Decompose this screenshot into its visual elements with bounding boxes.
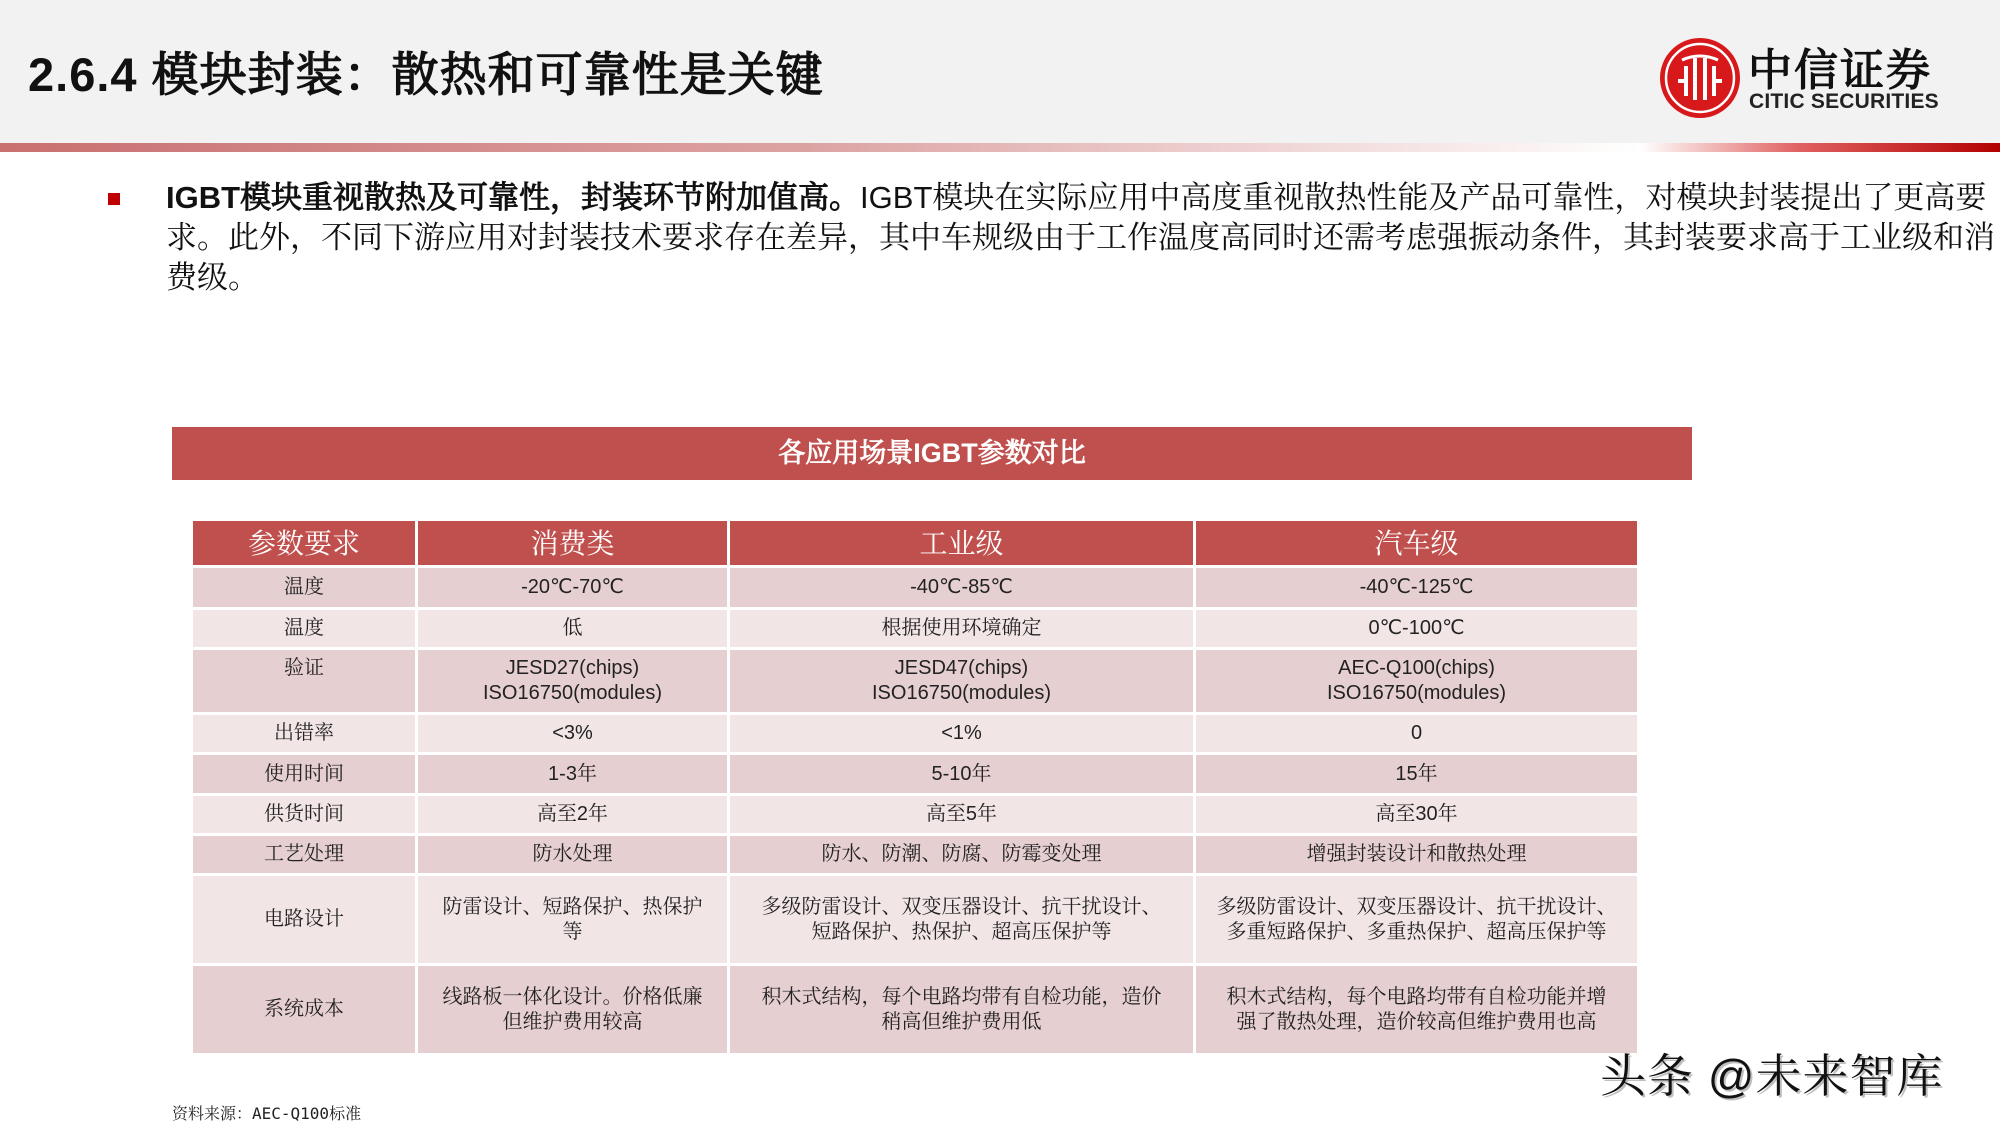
cell-line: 但维护费用较高 bbox=[502, 1010, 643, 1033]
cell-industrial bbox=[729, 965, 1195, 1055]
cell-line: 多级防雷设计、双变压器设计、抗干扰设计、 bbox=[1216, 895, 1617, 918]
table-row bbox=[192, 835, 1639, 875]
cell-consumer: <3% bbox=[417, 714, 729, 754]
row-label: 使用时间 bbox=[192, 754, 417, 795]
cell-industrial bbox=[729, 875, 1195, 965]
cell-line: ISO16750(modules) bbox=[1327, 682, 1506, 704]
bullet-body: IGBT模块在实际应用中高度重视散热性能及产品可靠性，对模块封装提出了更高要求。此外，不同下游应用对封装技术要求存在差异，其中车规级由于工作温度高同时还需考虑强振动条件，其封装要求高于工业级和消费级。 bbox=[166, 180, 1995, 295]
row-label: 验证 bbox=[192, 649, 417, 714]
table-header-row bbox=[192, 520, 1639, 567]
logo-name-en: CITIC SECURITIES bbox=[1749, 90, 1939, 113]
row-label: 温度 bbox=[192, 567, 417, 609]
table-row bbox=[192, 965, 1639, 1055]
cell-line: 积木式结构，每个电路均带有自检功能，造价 bbox=[761, 985, 1162, 1008]
watermark: 头条 @未来智库 bbox=[1600, 1050, 1944, 1102]
cell-line: 积木式结构，每个电路均带有自检功能并增 bbox=[1226, 985, 1607, 1008]
cell-industrial: 5-10年 bbox=[729, 754, 1195, 795]
red-square-bullet-icon bbox=[108, 193, 120, 205]
cell-industrial: <1% bbox=[729, 714, 1195, 754]
cell-industrial: 防水、防潮、防腐、防霉变处理 bbox=[729, 835, 1195, 875]
cell-automotive: 增强封装设计和散热处理 bbox=[1195, 835, 1639, 875]
row-label: 供货时间 bbox=[192, 795, 417, 835]
row-label: 电路设计 bbox=[192, 875, 417, 965]
igbt-comparison-table bbox=[190, 518, 1640, 1056]
cell-industrial: 根据使用环境确定 bbox=[729, 609, 1195, 649]
citic-logo bbox=[1660, 38, 1960, 118]
table-row bbox=[192, 875, 1639, 965]
cell-automotive: 高至30年 bbox=[1195, 795, 1639, 835]
cell-consumer bbox=[417, 649, 729, 714]
cell-line: AEC-Q100(chips) bbox=[1338, 657, 1495, 679]
cell-consumer bbox=[417, 965, 729, 1055]
cell-industrial: -40℃-85℃ bbox=[729, 567, 1195, 609]
bullet-bold-lead: IGBT模块重视散热及可靠性，封装环节附加值高。 bbox=[166, 180, 861, 215]
cell-line: ISO16750(modules) bbox=[872, 682, 1051, 704]
cell-consumer: 高至2年 bbox=[417, 795, 729, 835]
row-label: 工艺处理 bbox=[192, 835, 417, 875]
table-row bbox=[192, 649, 1639, 714]
cell-line: 防雷设计、短路保护、热保护 bbox=[442, 895, 703, 918]
cell-line: 稍高但维护费用低 bbox=[881, 1010, 1042, 1033]
column-header-parameter: 参数要求 bbox=[192, 520, 417, 567]
cell-consumer: 1-3年 bbox=[417, 754, 729, 795]
cell-consumer bbox=[417, 875, 729, 965]
citic-logo-icon bbox=[1660, 38, 1740, 118]
table-row bbox=[192, 754, 1639, 795]
cell-automotive: 0℃-100℃ bbox=[1195, 609, 1639, 649]
table-row bbox=[192, 795, 1639, 835]
source-note: 资料来源：AEC-Q100标准 bbox=[172, 1104, 362, 1123]
cell-consumer: 低 bbox=[417, 609, 729, 649]
row-label: 出错率 bbox=[192, 714, 417, 754]
cell-automotive: 0 bbox=[1195, 714, 1639, 754]
cell-consumer: 防水处理 bbox=[417, 835, 729, 875]
cell-automotive: 15年 bbox=[1195, 754, 1639, 795]
table-row bbox=[192, 714, 1639, 754]
column-header-consumer: 消费类 bbox=[417, 520, 729, 567]
cell-line: JESD27(chips) bbox=[505, 657, 640, 679]
cell-line: 等 bbox=[562, 920, 583, 943]
cell-automotive bbox=[1195, 875, 1639, 965]
table-row bbox=[192, 609, 1639, 649]
cell-line: JESD47(chips) bbox=[894, 657, 1029, 679]
cell-industrial bbox=[729, 649, 1195, 714]
column-header-automotive: 汽车级 bbox=[1195, 520, 1639, 567]
cell-line: 线路板一体化设计。价格低廉 bbox=[442, 985, 703, 1008]
cell-line: 短路保护、热保护、超高压保护等 bbox=[811, 920, 1112, 943]
cell-line: 强了散热处理，造价较高但维护费用也高 bbox=[1236, 1010, 1597, 1033]
table-title: 各应用场景IGBT参数对比 bbox=[172, 427, 1692, 480]
header-divider bbox=[0, 143, 2000, 152]
cell-line: 多重短路保护、多重热保护、超高压保护等 bbox=[1226, 920, 1607, 943]
cell-industrial: 高至5年 bbox=[729, 795, 1195, 835]
cell-automotive: -40℃-125℃ bbox=[1195, 567, 1639, 609]
bullet-text bbox=[166, 178, 1996, 298]
logo-name-cn: 中信证券 bbox=[1748, 45, 1932, 96]
column-header-industrial: 工业级 bbox=[729, 520, 1195, 567]
cell-line: ISO16750(modules) bbox=[483, 682, 662, 704]
row-label: 温度 bbox=[192, 609, 417, 649]
table-row bbox=[192, 567, 1639, 609]
cell-consumer: -20℃-70℃ bbox=[417, 567, 729, 609]
cell-automotive bbox=[1195, 965, 1639, 1055]
cell-line: 多级防雷设计、双变压器设计、抗干扰设计、 bbox=[761, 895, 1162, 918]
cell-automotive bbox=[1195, 649, 1639, 714]
slide-header bbox=[0, 0, 2000, 143]
row-label: 系统成本 bbox=[192, 965, 417, 1055]
page-title: 2.6.4 模块封装：散热和可靠性是关键 bbox=[28, 48, 824, 101]
